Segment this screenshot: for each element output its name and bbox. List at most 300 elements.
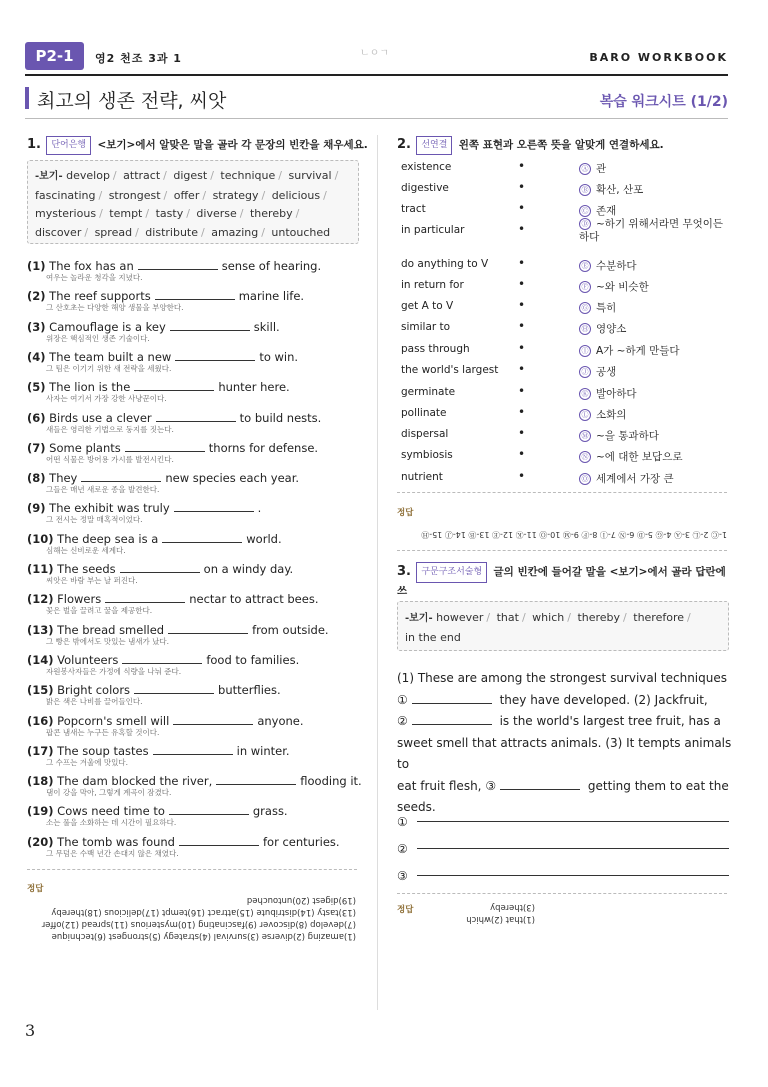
q3-answer-row-3[interactable]	[397, 865, 731, 885]
item-number: (7)	[27, 440, 46, 455]
sentence-english	[27, 683, 367, 697]
q1-instruction: <보기>에서 알맞은 말을 골라 각 문장의 빈칸을 채우세요.	[97, 139, 368, 151]
item-number: (4)	[27, 349, 46, 364]
q2-answer-key: 1-Ⓒ 2-Ⓛ 3-Ⓐ 4-Ⓖ 5-Ⓓ 6-Ⓝ 7-Ⓘ 8-Ⓕ 9-Ⓜ 10-Ⓞ 11-Ⓚ 12-Ⓔ 13-Ⓑ 14-Ⓙ 15-Ⓗ	[421, 530, 727, 539]
q2-match-row	[401, 471, 731, 492]
q3-tag: 구문구조서술형	[416, 562, 487, 583]
answer-blank[interactable]	[174, 501, 254, 512]
passage-blank-1[interactable]	[412, 691, 492, 704]
match-right-meaning	[579, 203, 729, 218]
sentence-after: flooding it.	[300, 774, 362, 789]
answer-blank[interactable]	[162, 532, 242, 543]
word-separator: /	[163, 169, 167, 182]
q1-answer-line: (7)develop (8)discover (9)fascinating (10)mysterious (11)spread (12)offer	[41, 919, 356, 929]
word-chip: which	[532, 611, 565, 624]
sentence-english	[27, 804, 367, 818]
q2-match-row	[401, 218, 731, 245]
word-chip: develop	[66, 169, 110, 182]
q2-match-row	[401, 300, 731, 321]
sentence-korean: 그 전시는 정말 매혹적이었다.	[46, 515, 143, 525]
sentence-after: hunter here.	[218, 380, 290, 395]
word-chip: delicious	[271, 188, 321, 202]
choice-letter: Ⓘ	[579, 345, 591, 357]
choice-letter: Ⓞ	[579, 473, 591, 485]
choice-letter: Ⓛ	[579, 409, 591, 421]
match-dot[interactable]: •	[518, 319, 526, 333]
passage-text: is the world's largest tree fruit, has a	[499, 714, 721, 728]
sentence-before: The bread smelled	[57, 622, 165, 637]
word-chip: that	[496, 611, 519, 624]
sentence-korean: 댐이 강을 막아, 그렇게 계곡이 잠겼다.	[46, 788, 172, 798]
match-right-meaning	[579, 279, 729, 294]
answer-blank[interactable]	[169, 804, 249, 815]
sentence-english	[27, 592, 367, 606]
sentence-before: The reef supports	[49, 289, 151, 304]
sentence-after: from outside.	[252, 622, 329, 637]
match-right-meaning	[579, 161, 729, 176]
q2-answer-label: 정답	[397, 508, 414, 518]
q1-sentence-item	[27, 804, 367, 834]
item-number: (19)	[27, 804, 54, 819]
q1-sentence-item	[27, 411, 367, 441]
page-number: 3	[25, 1021, 36, 1040]
passage-line: seeds.	[397, 800, 436, 814]
word-chip: digest	[173, 169, 208, 182]
q1-sentence-item	[27, 501, 367, 531]
match-dot[interactable]: •	[518, 469, 526, 483]
item-number: (15)	[27, 683, 54, 698]
word-chip: thereby	[577, 611, 621, 624]
word-separator: /	[278, 169, 282, 182]
match-left-term: digestive	[401, 182, 449, 194]
q1-answer-key	[30, 894, 356, 942]
sentence-before: Cows need time to	[57, 804, 165, 819]
match-dot[interactable]: •	[518, 159, 526, 173]
match-left-term: in particular	[401, 224, 465, 236]
choice-letter: Ⓕ	[579, 281, 591, 293]
match-right-meaning	[579, 364, 729, 379]
choice-letter: Ⓖ	[579, 302, 591, 314]
q1-sentence-item	[27, 744, 367, 774]
word-chip: strategy	[212, 188, 259, 202]
q1-answer-divider	[27, 869, 357, 871]
q2-end-divider	[397, 550, 727, 552]
match-left-term: similar to	[401, 321, 451, 333]
answer-blank[interactable]	[155, 289, 235, 300]
match-dot[interactable]: •	[518, 426, 526, 440]
q3-answer-key: (1)that (2)which (3)thereby	[466, 902, 535, 924]
q1-sentence-item	[27, 289, 367, 319]
match-dot[interactable]: •	[518, 180, 526, 194]
choice-letter: Ⓐ	[579, 163, 591, 175]
match-left-term: in return for	[401, 279, 464, 291]
match-left-term: tract	[401, 203, 426, 215]
sentence-english	[27, 471, 367, 485]
answer-blank[interactable]	[175, 350, 255, 361]
answer-line-3[interactable]	[417, 875, 729, 876]
answer-blank[interactable]	[179, 835, 259, 846]
answer-blank[interactable]	[134, 683, 214, 694]
match-right-meaning	[579, 300, 729, 315]
match-dot[interactable]: •	[518, 277, 526, 291]
sentence-before: The soup tastes	[57, 743, 149, 758]
word-chip: thereby	[249, 207, 293, 220]
choice-letter: Ⓜ	[579, 430, 591, 442]
word-separator: /	[486, 611, 491, 624]
answer-blank[interactable]	[138, 259, 218, 270]
sentence-after: new species each year.	[165, 471, 300, 486]
sentence-before: Birds use a clever	[49, 410, 152, 425]
q1-answer-line: (19)digest (20)untouched	[246, 895, 356, 905]
sentence-korean: 그 산호초는 다양한 해양 생물을 부양한다.	[46, 303, 184, 313]
q1-sentence-item	[27, 653, 367, 683]
meaning-text: 특히	[596, 302, 617, 314]
word-separator: /	[261, 188, 266, 202]
word-chip: mysterious	[35, 207, 97, 220]
meaning-text: A가 ~하게 만들다	[596, 345, 680, 357]
word-chip: offer	[173, 188, 200, 202]
sentence-after: thorns for defense.	[208, 440, 319, 455]
word-separator: /	[145, 207, 150, 220]
sentence-korean: 씨앗은 바람 부는 날 퍼진다.	[46, 576, 138, 585]
word-separator: /	[99, 207, 103, 220]
word-chip: tempt	[109, 207, 143, 220]
q2-match-row	[401, 386, 731, 407]
passage-line: sweet smell that attracts animals. (3) It tempts animals to	[397, 735, 732, 771]
sentence-before: Flowers	[57, 592, 102, 607]
word-chip: distribute	[145, 225, 198, 239]
match-right-meaning	[579, 258, 729, 273]
column-divider	[377, 135, 378, 1010]
sentence-korean: 그 수프는 겨울에 맛있다.	[46, 757, 128, 767]
sentence-before: The dam blocked the river,	[57, 774, 213, 789]
passage-line	[397, 690, 732, 712]
match-dot[interactable]: •	[518, 341, 526, 355]
word-separator: /	[163, 188, 168, 202]
answer-blank[interactable]	[134, 380, 214, 391]
q2-match-row	[401, 407, 731, 428]
title-accent-bar	[25, 87, 29, 109]
word-chip: strongest	[108, 188, 161, 202]
passage-blank-3[interactable]	[500, 777, 580, 790]
q3-passage	[397, 668, 732, 819]
word-separator: /	[84, 225, 89, 239]
q1-sentence-item	[27, 774, 367, 804]
answer-blank[interactable]	[216, 774, 296, 785]
q1-tag: 단어은행	[46, 136, 91, 155]
word-chip: untouched	[271, 225, 331, 239]
answer-blank[interactable]	[170, 320, 250, 331]
q3-word-box	[397, 601, 729, 651]
match-right-meaning	[579, 428, 729, 443]
match-dot[interactable]: •	[518, 384, 526, 398]
match-left-term: do anything to V	[401, 258, 489, 270]
passage-text: they have developed. (2) Jackfruit,	[499, 692, 708, 707]
match-right-meaning	[579, 343, 729, 358]
sentence-after: to build nests.	[239, 410, 322, 425]
sentence-english	[27, 501, 367, 515]
blank-marker-2: ②	[397, 714, 408, 728]
match-dot[interactable]: •	[518, 447, 526, 461]
word-separator: /	[323, 188, 327, 202]
sentence-after: on a windy day.	[203, 562, 294, 576]
word-chip: therefore	[633, 611, 685, 624]
match-left-term: get A to V	[401, 300, 454, 312]
answer-blank[interactable]	[120, 562, 200, 573]
q2-match-row	[401, 449, 731, 470]
sentence-korean: 사자는 여기서 가장 강한 사냥꾼이다.	[46, 394, 167, 404]
word-separator: /	[295, 207, 300, 220]
sentence-before: The exhibit was truly	[49, 501, 170, 516]
sentence-korean: 밝은 색은 나비를 끌어들인다.	[46, 697, 143, 707]
sentence-english	[27, 441, 367, 455]
match-dot[interactable]: •	[518, 201, 526, 215]
item-number: (5)	[27, 380, 46, 395]
q1-sentence-item	[27, 380, 367, 410]
match-dot[interactable]: •	[518, 362, 526, 376]
q3-answer-divider	[397, 893, 727, 895]
word-separator: /	[112, 169, 117, 182]
sentence-english	[27, 411, 367, 425]
sentence-english	[27, 320, 367, 334]
match-left-term: dispersal	[401, 428, 449, 440]
choice-letter: Ⓔ	[579, 260, 591, 272]
match-left-term: germinate	[401, 386, 456, 398]
word-separator: /	[210, 169, 214, 182]
match-right-meaning	[579, 407, 729, 422]
item-number: (3)	[27, 319, 46, 334]
answer-marker-3: ③	[397, 869, 408, 883]
q1-answer-line: (13)tasty (14)distribute (15)attract (16)tempt (17)delicious (18)thereby	[51, 907, 356, 917]
answer-marker-2: ②	[397, 842, 408, 856]
word-separator: /	[186, 207, 190, 220]
sentence-english	[27, 653, 367, 667]
passage-text: eat fruit flesh,	[397, 778, 482, 793]
item-number: (9)	[27, 501, 46, 516]
meaning-text: ~하기 위해서라면 무엇이든 하다	[579, 218, 724, 243]
word-chip: in the end	[405, 631, 461, 644]
course-label: 영2 천조 3과 1	[95, 52, 182, 65]
sentence-korean: 소는 풀을 소화하는 데 시간이 필요하다.	[46, 818, 177, 828]
sentence-after: skill.	[253, 319, 280, 334]
meaning-text: 발아하다	[596, 388, 637, 400]
choice-letter: Ⓝ	[579, 451, 591, 463]
q2-match-row	[401, 258, 731, 279]
word-chip: discover	[35, 225, 82, 239]
word-separator: /	[521, 611, 526, 624]
q2-match-row	[401, 428, 731, 449]
header-rule	[25, 74, 728, 76]
match-right-meaning	[579, 218, 729, 244]
meaning-text: ~을 통과하다	[596, 430, 659, 442]
item-number: (10)	[27, 531, 54, 546]
q1-number: 1.	[27, 137, 41, 152]
q1-sentence-item	[27, 320, 367, 350]
unit-badge: P2-1	[25, 42, 84, 70]
sentence-before: The lion is the	[49, 380, 131, 395]
q1-sentence-item	[27, 592, 367, 622]
sentence-korean: 그 빵은 밖에서도 맛있는 냄새가 났다.	[46, 636, 169, 646]
word-separator: /	[201, 225, 205, 239]
sentence-korean: 자원봉사자들은 가정에 식량을 나눠 준다.	[46, 666, 182, 676]
sentence-english	[27, 774, 367, 788]
item-number: (17)	[27, 743, 54, 758]
sentence-before: Volunteers	[57, 652, 119, 667]
q2-heading	[397, 136, 664, 155]
q1-sentence-item	[27, 835, 367, 865]
q1-sentence-item	[27, 532, 367, 562]
sentence-english	[27, 623, 367, 637]
answer-blank[interactable]	[81, 471, 161, 482]
q2-instruction: 왼쪽 표현과 오른쪽 뜻을 알맞게 연결하세요.	[458, 139, 664, 151]
sentence-before: The deep sea is a	[57, 531, 159, 546]
answer-marker-1: ①	[397, 815, 408, 829]
sentence-korean: 심해는 신비로운 세계다.	[46, 545, 126, 555]
answer-line-2[interactable]	[417, 848, 729, 849]
word-separator: /	[623, 611, 627, 624]
meaning-text: 세계에서 가장 큰	[596, 473, 674, 485]
item-number: (1)	[27, 259, 46, 273]
answer-blank[interactable]	[122, 653, 202, 664]
brand-label: BARO WORKBOOK	[589, 51, 728, 64]
q2-tag: 선연결	[416, 136, 452, 155]
q1-answer-label: 정답	[27, 884, 44, 894]
sentence-english	[27, 744, 367, 758]
meaning-text: 수분하다	[596, 260, 637, 272]
sentence-after: in winter.	[236, 743, 290, 758]
item-number: (12)	[27, 592, 54, 607]
q2-answer-divider	[397, 492, 727, 494]
choice-letter: Ⓙ	[579, 366, 591, 378]
page-subtitle: 복습 워크시트 (1/2)	[599, 94, 728, 110]
q1-sentence-item	[27, 441, 367, 471]
word-separator: /	[98, 188, 103, 202]
sentence-after: marine life.	[238, 289, 305, 304]
sentence-after: nectar to attract bees.	[189, 592, 319, 607]
word-chip: tasty	[155, 207, 184, 220]
q1-sentence-item	[27, 623, 367, 653]
match-left-term: existence	[401, 161, 452, 173]
passage-line	[397, 776, 732, 798]
answer-blank[interactable]	[168, 623, 248, 634]
match-dot[interactable]: •	[518, 256, 526, 270]
sentence-after: to win.	[259, 349, 299, 364]
word-separator: /	[567, 611, 571, 624]
word-chip: amazing	[211, 225, 259, 239]
match-right-meaning	[579, 449, 729, 464]
sentence-before: Popcorn's smell will	[57, 713, 170, 728]
meaning-text: ~와 비슷한	[596, 281, 649, 293]
q3-number: 3.	[397, 564, 411, 579]
meaning-text: 영양소	[596, 323, 627, 335]
q3-answer-row-1[interactable]	[397, 811, 731, 831]
answer-blank[interactable]	[125, 441, 205, 452]
sentence-after: .	[257, 501, 262, 516]
q1-sentence-item	[27, 683, 367, 713]
word-chip: however	[436, 611, 484, 624]
word-chip: attract	[123, 169, 161, 182]
item-number: (16)	[27, 713, 54, 728]
word-chip: technique	[220, 169, 276, 182]
meaning-text: 확산, 산포	[596, 184, 644, 196]
sentence-before: The fox has an	[49, 259, 134, 273]
sentence-english	[27, 289, 367, 303]
item-number: (20)	[27, 834, 54, 849]
q3-word-list	[405, 611, 694, 644]
item-number: (8)	[27, 471, 46, 486]
answer-blank[interactable]	[173, 714, 253, 725]
match-right-meaning	[579, 321, 729, 336]
match-left-term: pollinate	[401, 407, 447, 419]
sentence-korean: 그들은 매년 새로운 종을 발견한다.	[46, 485, 160, 495]
answer-line-1[interactable]	[417, 821, 729, 822]
page-title: 최고의 생존 전략, 씨앗	[37, 90, 227, 112]
match-dot[interactable]: •	[518, 405, 526, 419]
word-separator: /	[687, 611, 691, 624]
choice-letter: Ⓒ	[579, 205, 591, 217]
sentence-english	[27, 380, 367, 394]
word-separator: /	[334, 169, 339, 182]
q2-match-row	[401, 161, 731, 182]
sentence-after: sense of hearing.	[221, 259, 322, 273]
sentence-before: Some plants	[49, 440, 121, 455]
item-number: (14)	[27, 652, 54, 667]
sentence-english	[27, 562, 367, 576]
meaning-text: 관	[596, 163, 607, 175]
q1-word-list	[35, 169, 341, 239]
match-dot[interactable]: •	[518, 298, 526, 312]
answer-blank[interactable]	[105, 592, 185, 603]
sentence-before: The tomb was found	[57, 834, 175, 849]
answer-blank[interactable]	[156, 411, 236, 422]
sentence-english	[27, 714, 367, 728]
match-left-term: the world's largest	[401, 364, 499, 376]
answer-blank[interactable]	[153, 744, 233, 755]
sentence-korean: 꽃은 벌을 끌려고 꿀을 제공한다.	[46, 606, 153, 616]
passage-blank-2[interactable]	[412, 712, 492, 725]
q1-heading	[27, 136, 368, 155]
blank-marker-1: ①	[397, 692, 408, 707]
title-rule	[25, 118, 728, 119]
sentence-korean: 그 팀은 이기기 위한 새 전략을 세웠다.	[46, 363, 172, 373]
q3-answer-row-2[interactable]	[397, 838, 731, 858]
item-number: (6)	[27, 410, 46, 425]
q2-number: 2.	[397, 137, 411, 152]
match-right-meaning	[579, 182, 729, 197]
q3-answer-label: 정답	[397, 905, 414, 915]
word-separator: /	[239, 207, 244, 220]
sentence-korean: 팝콘 냄새는 누구든 유혹할 것이다.	[46, 727, 160, 737]
q2-match-row	[401, 279, 731, 300]
item-number: (11)	[27, 562, 54, 576]
match-dot[interactable]: •	[518, 222, 526, 236]
q1-sentence-item	[27, 350, 367, 380]
sentence-before: Camouflage is a key	[49, 319, 166, 334]
q3-box-label: -보기-	[405, 613, 433, 624]
sentence-korean: 새들은 영리한 기법으로 둥지를 짓는다.	[46, 424, 174, 434]
passage-line: (1) These are among the strongest survival techniques	[397, 671, 727, 685]
item-number: (2)	[27, 289, 46, 304]
meaning-text: 소화의	[596, 409, 627, 421]
q2-match-row	[401, 343, 731, 364]
match-left-term: symbiosis	[401, 449, 453, 461]
sentence-after: world.	[246, 531, 282, 546]
choice-letter: Ⓗ	[579, 323, 591, 335]
passage-line	[397, 711, 732, 733]
q2-match-row	[401, 364, 731, 385]
word-chip: spread	[94, 225, 133, 239]
word-separator: /	[135, 225, 139, 239]
